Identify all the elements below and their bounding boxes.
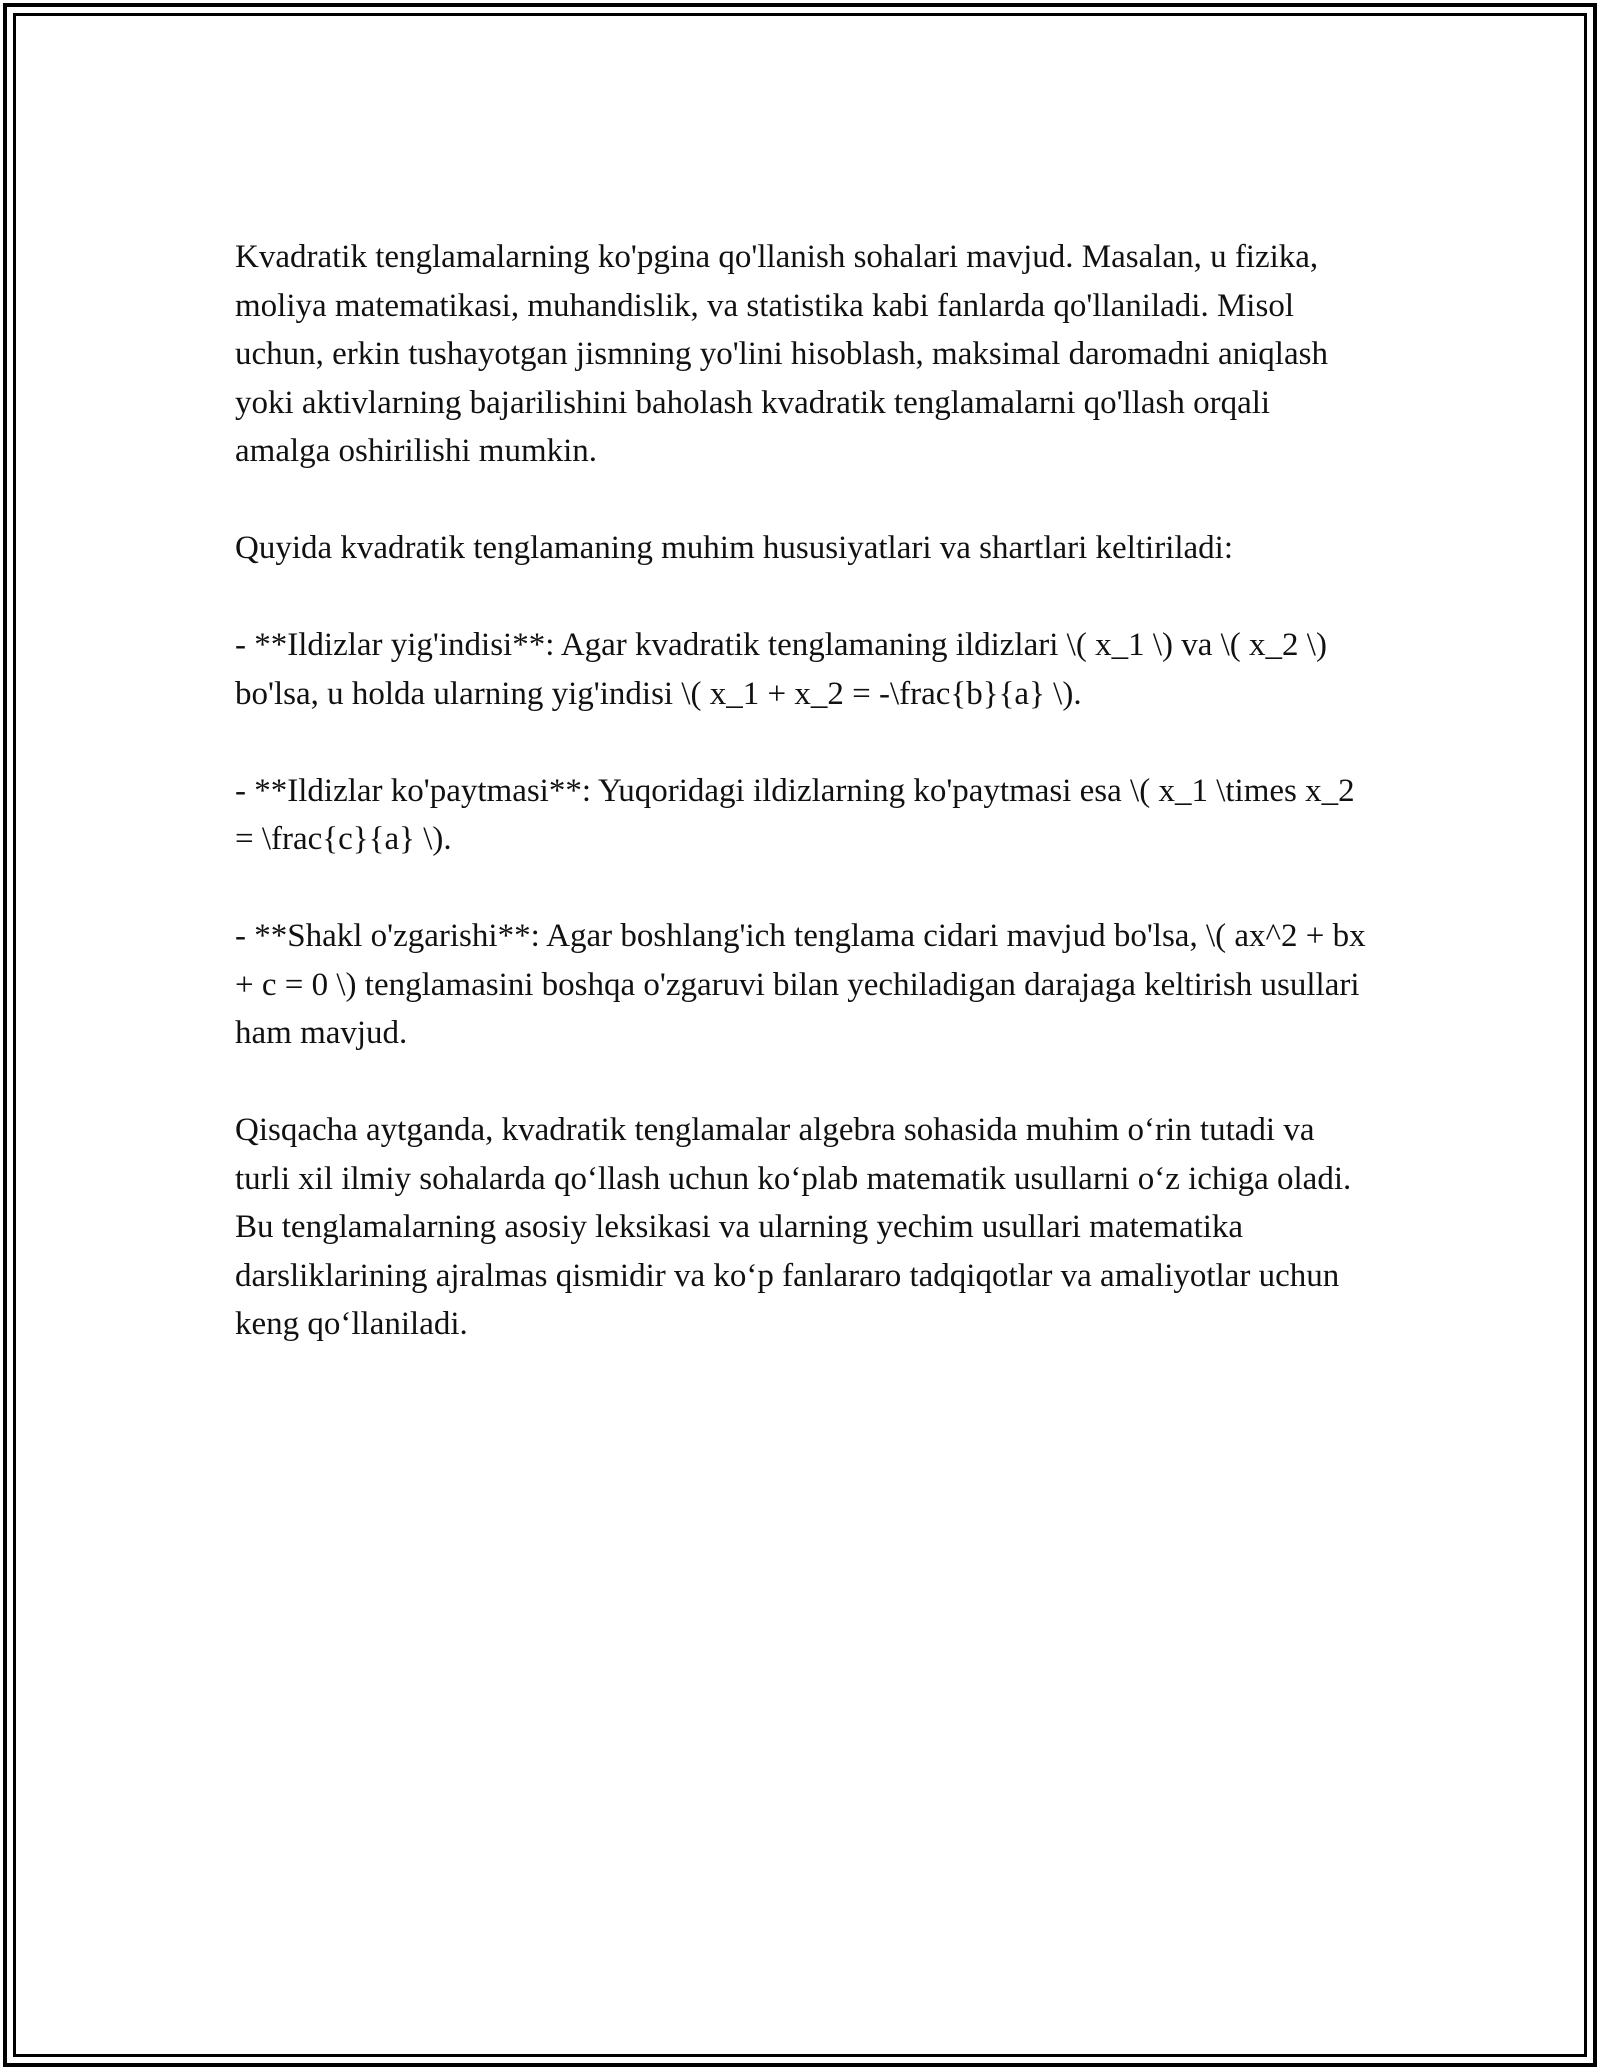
- list-item-form-change: - **Shakl o'zgarishi**: Agar boshlang'ich tenglama cidari mavjud bo'lsa, \( ax^2 + bx + c = 0 \) tenglamasini boshqa o'zgaruvi bilan yechiladigan darajaga keltirish usullari ham mavjud.: [235, 918, 1366, 1051]
- paragraph-applications: Kvadratik tenglamalarning ko'pgina qo'llanish sohalari mavjud. Masalan, u fizika, moliya matematikasi, muhandislik, va statistika kabi fanlarda qo'llaniladi. Misol uchun, erkin tushayotgan jismning yo'lini hisoblash, maksimal daromadni aniqlash yoki aktivlarning bajarilishini baholash kvadratik tenglamalarni qo'llash orqali amalga oshirilishi mumkin.: [235, 239, 1328, 469]
- document-body: [235, 233, 1370, 1397]
- list-item-sum-of-roots: - **Ildizlar yig'indisi**: Agar kvadratik tenglamaning ildizlari \( x_1 \) va \( x_2 \) bo'lsa, u holda ularning yig'indisi \( x_1 + x_2 = -\frac{b}{a} \).: [235, 627, 1327, 712]
- paragraph-summary: Qisqacha aytganda, kvadratik tenglamalar algebra sohasida muhim o‘rin tutadi va turli xil ilmiy sohalarda qo‘llash uchun ko‘plab matematik usullarni o‘z ichiga oladi. Bu tenglamalarning asosiy leksikasi va ularning yechim usullari matematika darsliklarining ajralmas qismidir va ko‘p fanlararo tadqiqotlar va amaliyotlar uchun keng qo‘llaniladi.: [235, 1112, 1352, 1342]
- list-item-product-of-roots: - **Ildizlar ko'paytmasi**: Yuqoridagi ildizlarning ko'paytmasi esa \( x_1 \times x_2 = \frac{c}{a} \).: [235, 772, 1355, 857]
- paragraph-properties-intro: Quyida kvadratik tenglamaning muhim hususiyatlari va shartlari keltiriladi:: [235, 530, 1234, 566]
